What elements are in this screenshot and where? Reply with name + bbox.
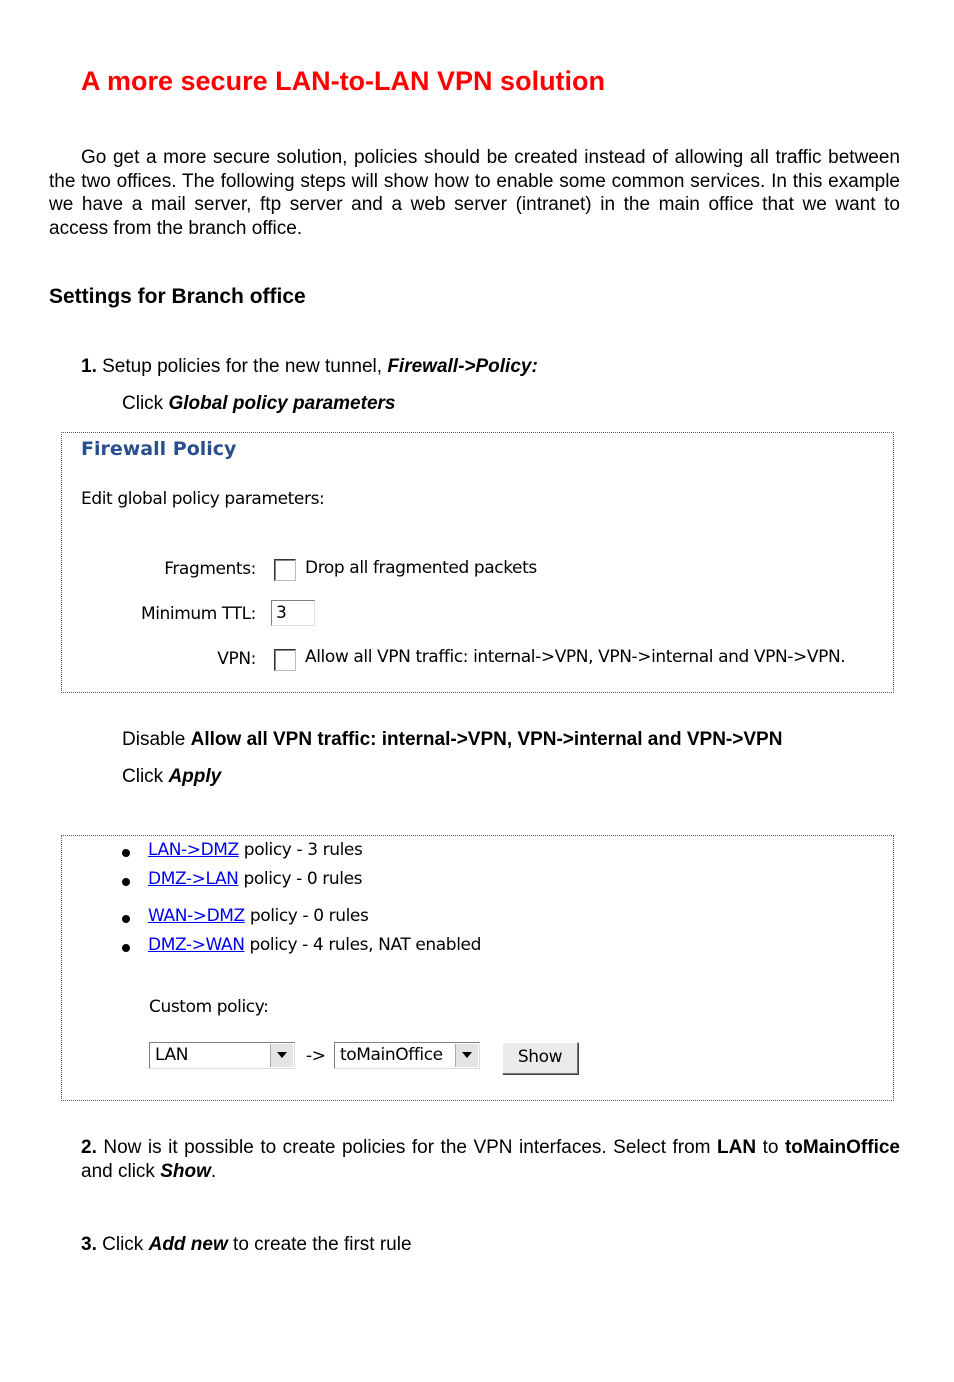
policy-item-dmz-wan [148,935,481,955]
edit-global-subtitle: Edit global policy parameters: [81,489,325,509]
policy-link-dmz-wan[interactable]: DMZ->WAN [148,935,245,955]
chevron-down-icon[interactable] [270,1044,293,1067]
fragments-checkbox[interactable] [274,559,296,581]
from-interface-select[interactable] [149,1042,295,1069]
to-interface-value: toMainOffice [340,1045,443,1065]
minimum-ttl-input[interactable]: 3 [271,600,315,626]
policy-item-wan-dmz [148,906,368,926]
step-1-path: Firewall->Policy: [387,356,538,377]
step-3-target: Add new [148,1234,228,1255]
click-apply-target: Apply [168,766,222,787]
page-title: A more secure LAN-to-LAN VPN solution [81,66,606,96]
bullet [122,878,130,886]
fragments-option-label: Drop all fragmented packets [305,558,537,578]
policy-desc: policy - 0 rules [238,869,363,889]
disable-pre: Disable [122,729,191,750]
policy-desc: policy - 0 rules [244,906,369,926]
bullet [122,944,130,952]
bullet [122,915,130,923]
policy-list-screenshot [61,835,894,1101]
step-3-text: to create the first rule [227,1234,412,1255]
step-2-action: Show [160,1161,211,1182]
vpn-label: VPN: [217,649,256,669]
firewall-policy-screenshot [61,432,894,693]
step-2-text: . [210,1161,217,1182]
ttl-label: Minimum TTL: [140,604,256,624]
intro-paragraph [49,146,900,240]
step-2-text: Now is it possible to create policies for the VPN interfaces. Select from [96,1137,718,1158]
step-1-number: 1. [81,356,97,377]
step-2-to: toMainOffice [784,1137,900,1158]
step-2-from: LAN [717,1137,757,1158]
click-global-target: Global policy parameters [168,393,396,414]
step-2-text: to [756,1137,785,1158]
click-global-instruction [122,393,395,415]
step-2-text: and click [81,1161,161,1182]
step-2 [81,1136,900,1184]
policy-link-lan-dmz[interactable]: LAN->DMZ [148,840,239,860]
intro-text: Go get a more secure solution, policies should be created instead of allowing all traffic between the two offices. The following steps will show how to enable some common services. In this example we have a mail server, ftp server and a web server (intranet) in the main office that we want to access from the branch office. [49,147,900,239]
policy-item-lan-dmz [148,840,362,860]
fragments-label: Fragments: [164,559,256,579]
custom-policy-label: Custom policy: [149,997,269,1017]
policy-desc: policy - 4 rules, NAT enabled [244,935,481,955]
step-3-number: 3. [81,1234,97,1255]
click-apply-pre: Click [122,766,169,787]
policy-desc: policy - 3 rules [238,840,363,860]
show-button[interactable]: Show [502,1042,578,1074]
policy-link-dmz-lan[interactable]: DMZ->LAN [148,869,239,889]
step-1 [81,356,538,378]
step-1-text: Setup policies for the new tunnel, [96,356,388,377]
to-interface-select[interactable] [334,1042,480,1069]
policy-item-dmz-lan [148,869,362,889]
policy-link-wan-dmz[interactable]: WAN->DMZ [148,906,245,926]
click-apply-instruction [122,766,221,788]
section-heading: Settings for Branch office [49,285,306,308]
direction-arrow: -> [306,1046,326,1066]
firewall-policy-heading: Firewall Policy [81,438,237,460]
click-global-pre: Click [122,393,169,414]
disable-target: Allow all VPN traffic: internal->VPN, VPN->internal and VPN->VPN [190,729,783,750]
step-3 [81,1234,412,1256]
bullet [122,849,130,857]
vpn-option-label: Allow all VPN traffic: internal->VPN, VPN->internal and VPN->VPN. [305,647,846,667]
disable-instruction [122,729,782,751]
step-3-text: Click [96,1234,149,1255]
step-2-number: 2. [81,1137,97,1158]
vpn-checkbox[interactable] [274,649,296,671]
chevron-down-icon[interactable] [455,1044,478,1067]
from-interface-value: LAN [155,1045,189,1065]
